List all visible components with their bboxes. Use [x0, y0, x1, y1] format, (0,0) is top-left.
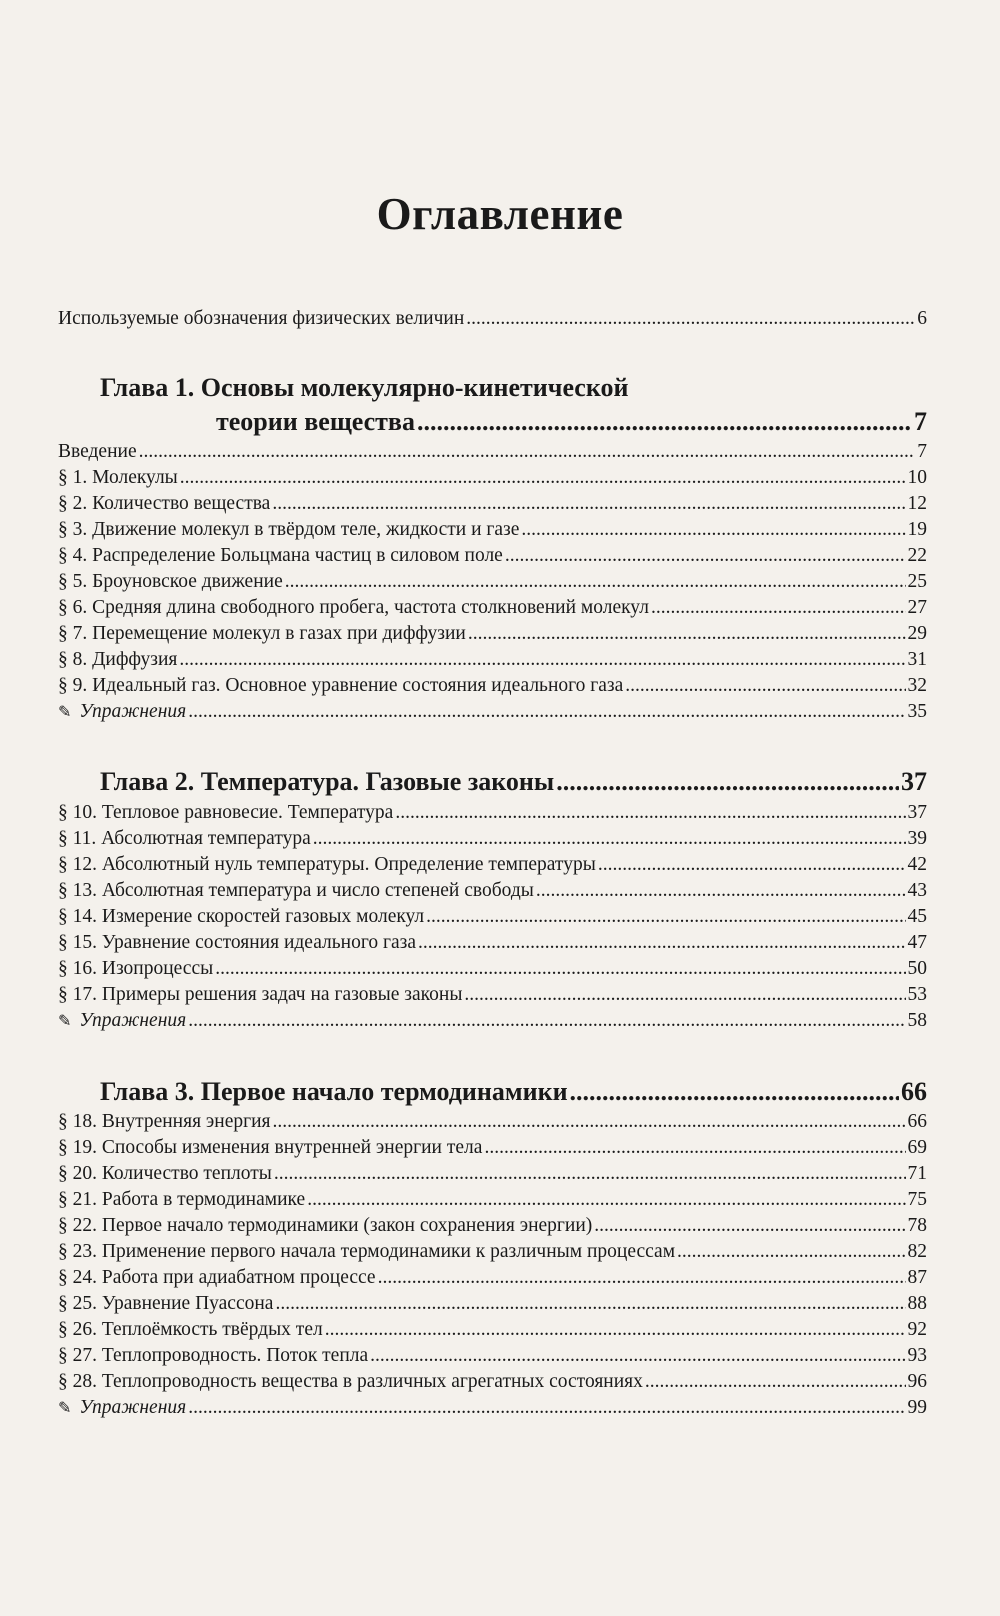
toc-entry[interactable] — [58, 1290, 927, 1317]
toc-entry-page: 25 — [907, 571, 927, 592]
toc-entry-page: 93 — [907, 1345, 927, 1366]
toc-entry-label: § 10. Тепловое равновесие. Температура — [58, 802, 394, 823]
toc-entry-exercises[interactable] — [58, 1394, 927, 1421]
toc-entry[interactable] — [58, 568, 927, 595]
toc-entry-page: 82 — [907, 1241, 927, 1262]
leader-dots — [188, 1394, 905, 1421]
toc-entry-page: 69 — [907, 1137, 927, 1158]
leader-dots — [464, 981, 905, 1008]
toc-entry[interactable] — [58, 929, 927, 956]
toc-entry-page: 29 — [907, 623, 927, 644]
chapter-1-heading-line2[interactable] — [216, 406, 927, 438]
toc-entry[interactable] — [58, 1368, 927, 1395]
toc-entry-label: § 26. Теплоёмкость твёрдых тел — [58, 1319, 323, 1340]
toc-entry[interactable] — [58, 877, 927, 904]
page-title: Оглавление — [376, 189, 624, 239]
toc-entry[interactable] — [58, 1186, 927, 1213]
toc-entry-label: § 12. Абсолютный нуль температуры. Определение температуры — [58, 854, 596, 875]
leader-dots — [273, 1108, 906, 1135]
toc-entry-page: 66 — [907, 1111, 927, 1132]
toc-entry-page: 31 — [907, 649, 927, 670]
leader-dots — [180, 464, 906, 491]
chapter-3-heading[interactable] — [100, 1076, 927, 1108]
toc-entry-label: § 8. Диффузия — [58, 649, 178, 670]
pencil-icon: ✎ — [58, 704, 72, 721]
toc-entry-label: § 15. Уравнение состояния идеального газа — [58, 932, 416, 953]
toc-entry-page: 37 — [907, 802, 927, 823]
leader-dots — [598, 851, 906, 878]
toc-entry-label: § 23. Применение первого начала термодинамики к различным процессам — [58, 1241, 676, 1262]
toc-entry[interactable] — [58, 1238, 927, 1265]
leader-dots — [521, 516, 905, 543]
toc-entry[interactable] — [58, 955, 927, 982]
toc-entry-page: 22 — [907, 545, 927, 566]
leader-dots — [594, 1212, 905, 1239]
toc-entry-label: § 20. Количество теплоты — [58, 1163, 272, 1184]
toc-entry-label: Введение — [58, 441, 137, 462]
toc-entry-page: 35 — [907, 701, 927, 722]
leader-dots — [325, 1316, 906, 1343]
toc-entry-label: § 13. Абсолютная температура и число степеней свободы — [58, 880, 534, 901]
toc-entry[interactable] — [58, 1134, 927, 1161]
toc-entry-exercises[interactable] — [58, 1007, 927, 1034]
leader-dots — [139, 438, 916, 465]
toc-entry[interactable] — [58, 799, 927, 826]
toc-entry-label: § 28. Теплопроводность вещества в различных агрегатных состояниях — [58, 1371, 643, 1392]
toc-entry[interactable] — [58, 1108, 927, 1135]
leader-dots — [313, 825, 906, 852]
leader-dots — [307, 1186, 905, 1213]
toc-entry-page: 99 — [907, 1397, 927, 1418]
leader-dots — [468, 620, 906, 647]
toc-entry-page: 87 — [907, 1267, 927, 1288]
toc-entry-label: § 9. Идеальный газ. Основное уравнение состояния идеального газа — [58, 675, 624, 696]
leader-dots — [426, 903, 905, 930]
toc-entry-label: § 16. Изопроцессы — [58, 958, 214, 979]
leader-dots — [274, 1160, 906, 1187]
toc-entry-label: § 6. Средняя длина свободного пробега, частота столкновений молекул — [58, 597, 649, 618]
leader-dots — [395, 799, 905, 826]
leader-dots — [677, 1238, 905, 1265]
toc-entry[interactable] — [58, 516, 927, 543]
toc-entry-page: 75 — [907, 1189, 927, 1210]
leader-dots — [466, 305, 915, 332]
chapter-heading-page: 37 — [901, 767, 927, 796]
toc-entry-label: § 3. Движение молекул в твёрдом теле, жидкости и газе — [58, 519, 520, 540]
toc-entry[interactable] — [58, 620, 927, 647]
toc-entry[interactable] — [58, 851, 927, 878]
toc-entry[interactable] — [58, 1212, 927, 1239]
toc-entry-page: 96 — [907, 1371, 927, 1392]
pencil-icon: ✎ — [58, 1013, 72, 1030]
toc-entry-label — [58, 1007, 186, 1035]
toc-entry[interactable] — [58, 903, 927, 930]
toc-entry-page: 32 — [907, 675, 927, 696]
leader-dots — [645, 1368, 906, 1395]
leader-dots — [484, 1134, 905, 1161]
toc-entry[interactable] — [58, 1342, 927, 1369]
toc-entry-label: § 11. Абсолютная температура — [58, 828, 311, 849]
leader-dots — [272, 490, 905, 517]
toc-entry-page: 53 — [907, 984, 927, 1005]
toc-entry-page: 50 — [907, 958, 927, 979]
leader-dots — [417, 406, 912, 438]
toc-entry-page: 43 — [907, 880, 927, 901]
exercise-label: Упражнения — [79, 701, 187, 722]
chapter-heading-page: 66 — [901, 1077, 927, 1106]
toc-entry-page: 6 — [917, 308, 927, 329]
toc-entry-label: § 21. Работа в термодинамике — [58, 1189, 306, 1210]
toc-entry-label — [58, 698, 186, 726]
leader-dots — [275, 1290, 905, 1317]
toc-entry-label: § 18. Внутренняя энергия — [58, 1111, 271, 1132]
toc-entry-label: § 1. Молекулы — [58, 467, 178, 488]
toc-entry-page: 45 — [907, 906, 927, 927]
leader-dots — [285, 568, 906, 595]
toc-entry-page: 10 — [907, 467, 927, 488]
toc-entry-page: 42 — [907, 854, 927, 875]
toc-entry-page: 39 — [907, 828, 927, 849]
toc-entry[interactable] — [58, 825, 927, 852]
chapter-heading-label: Глава 2. Температура. Газовые законы — [100, 767, 555, 796]
toc-entry[interactable] — [58, 542, 927, 569]
toc-entry-label: Используемые обозначения физических величин — [58, 308, 465, 329]
toc-entry-page: 78 — [907, 1215, 927, 1236]
toc-entry-page: 47 — [907, 932, 927, 953]
chapter-heading-label: Глава 3. Первое начало термодинамики — [100, 1077, 568, 1106]
toc-entry[interactable] — [58, 490, 927, 517]
toc-entry-label: § 14. Измерение скоростей газовых молекул — [58, 906, 425, 927]
leader-dots — [625, 672, 905, 699]
leader-dots — [370, 1342, 905, 1369]
toc-entry-label: § 2. Количество вещества — [58, 493, 271, 514]
leader-dots — [505, 542, 906, 569]
toc-entry[interactable] — [58, 1316, 927, 1343]
toc-entry[interactable] — [58, 646, 927, 673]
toc-entry[interactable] — [58, 464, 927, 491]
toc-entry[interactable] — [58, 438, 927, 465]
toc-entry-page: 71 — [907, 1163, 927, 1184]
toc-entry-page: 27 — [907, 597, 927, 618]
leader-dots — [188, 698, 905, 725]
leader-dots — [570, 1076, 899, 1108]
toc-entry-label: § 7. Перемещение молекул в газах при диффузии — [58, 623, 466, 644]
toc-entry-page: 19 — [907, 519, 927, 540]
chapter-heading-label: теории вещества — [216, 407, 415, 436]
leader-dots — [215, 955, 905, 982]
toc-entry-label: § 17. Примеры решения задач на газовые законы — [58, 984, 463, 1005]
exercise-label: Упражнения — [79, 1010, 187, 1031]
toc-entry-exercises[interactable] — [58, 698, 927, 725]
toc-entry[interactable] — [58, 981, 927, 1008]
toc-entry-page: 58 — [907, 1010, 927, 1031]
leader-dots — [536, 877, 906, 904]
pencil-icon: ✎ — [58, 1400, 72, 1417]
toc-entry-label: § 27. Теплопроводность. Поток тепла — [58, 1345, 369, 1366]
chapter-2-heading[interactable] — [100, 766, 927, 798]
toc-entry-label: § 22. Первое начало термодинамики (закон сохранения энергии) — [58, 1215, 593, 1236]
toc-entry-label: § 5. Броуновское движение — [58, 571, 283, 592]
leader-dots — [651, 594, 906, 621]
exercise-label: Упражнения — [79, 1397, 187, 1418]
toc-entry-page: 88 — [907, 1293, 927, 1314]
leader-dots — [556, 766, 899, 798]
leader-dots — [418, 929, 906, 956]
leader-dots — [179, 646, 905, 673]
toc-entry[interactable] — [58, 1160, 927, 1187]
toc-entry-label: § 19. Способы изменения внутренней энергии тела — [58, 1137, 483, 1158]
toc-entry-label: § 4. Распределение Больцмана частиц в силовом поле — [58, 545, 503, 566]
leader-dots — [378, 1264, 906, 1291]
toc-entry-preface[interactable] — [58, 305, 927, 332]
toc-entry[interactable] — [58, 1264, 927, 1291]
toc-entry[interactable] — [58, 594, 927, 621]
toc-entry-label: § 24. Работа при адиабатном процессе — [58, 1267, 376, 1288]
leader-dots — [188, 1007, 905, 1034]
toc-entry[interactable] — [58, 672, 927, 699]
toc-entry-page: 12 — [907, 493, 927, 514]
chapter-1-heading-line1[interactable]: Глава 1. Основы молекулярно-кинетической — [100, 373, 629, 402]
toc-entry-label — [58, 1394, 186, 1422]
toc-entry-page: 7 — [917, 441, 927, 462]
chapter-heading-page: 7 — [914, 407, 927, 436]
toc-entry-page: 92 — [907, 1319, 927, 1340]
toc-entry-label: § 25. Уравнение Пуассона — [58, 1293, 274, 1314]
